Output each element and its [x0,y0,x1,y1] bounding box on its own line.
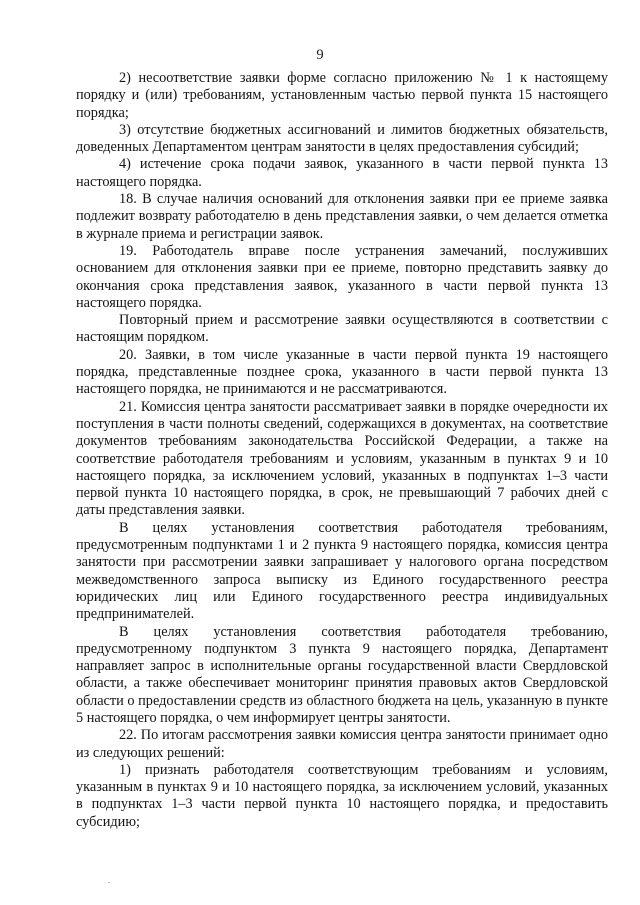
paragraph-clause-20: 20. Заявки, в том числе указанные в части первой пункта 19 настоящего порядка, представленные позднее срока, указанного в части первой пункта 13 настоящего порядка, не принимаются и не рассматриваются. [76,346,608,398]
paragraph-item-2: 2) несоответствие заявки форме согласно приложению № 1 к настоящему порядку и (или) требованиям, установленным частью первой пункта 15 настоящего порядка; [76,70,608,121]
paragraph-clause-21-part-3: В целях установления соответствия работодателя требованию, предусмотренному подпунктом 3 пункта 9 настоящего порядка, Департамент направляет запрос в исполнительные органы государственной власти Свердловской области, а также обеспечивает мониторинг принятия правовых актов Свердловской области о предоставлении средств из областного бюджета на цель, указанную в пункте 5 настоящего порядка, о чем информирует центры занятости. [76,623,608,726]
paragraph-clause-22-item-1: 1) признать работодателя соответствующим требованиям и условиям, указанным в пунктах 9 и 10 настоящего порядка, за исключением условий, указанных в подпунктах 1–3 части первой пункта 10 настоящего порядка, и предоставить субсидию; [76,761,608,830]
paragraph-item-4: 4) истечение срока подачи заявок, указанного в части первой пункта 13 настоящего порядка. [76,156,608,190]
paragraph-item-3: 3) отсутствие бюджетных ассигнований и лимитов бюджетных обязательств, доведенных Департаментом центрам занятости в целях предоставления субсидий; [76,121,608,156]
paragraph-clause-22: 22. По итогам рассмотрения заявки комиссия центра занятости принимает одно из следующих решений: [76,727,608,761]
paragraph-clause-18: 18. В случае наличия оснований для отклонения заявки при ее приеме заявка подлежит возврату работодателю в день представления заявки, о чем делается отметка в журнале приема и регистрации заявок. [76,191,608,242]
page-number: 9 [316,47,324,63]
document-body [76,70,608,831]
paragraph-clause-21-part-2: В целях установления соответствия работодателя требованиям, предусмотренным подпунктами 1 и 2 пункта 9 настоящего порядка, комиссия центра занятости при рассмотрении заявки запрашивает у налогового органа посредством межведомственного запроса выписку из Единого государственного реестра юридических лиц или Единого государственного реестра индивидуальных предпринимателей. [76,519,608,623]
paragraph-clause-19-part-2: Повторный прием и рассмотрение заявки осуществляются в соответствии с настоящим порядком. [76,312,608,346]
paragraph-clause-19: 19. Работодатель вправе после устранения замечаний, послуживших основанием для отклонения заявки при ее приеме, повторно представить заявку до окончания срока представления заявок, указанного в части первой пункта 13 настоящего порядка. [76,242,608,311]
paragraph-clause-21: 21. Комиссия центра занятости рассматривает заявки в порядке очередности их поступления в части полноты сведений, содержащихся в документах, на соответствие документов требованиям законодательства Российской Федерации, а также на соответствие работодателя требованиям и условиям, указанным в пунктах 9 и 10 настоящего порядка, за исключением условий, указанных в подпунктах 1–3 части первой пункта 10 настоящего порядка, в срок, не превышающий 7 рабочих дней с даты представления заявки. [76,398,608,519]
scan-artifact [108,882,110,883]
